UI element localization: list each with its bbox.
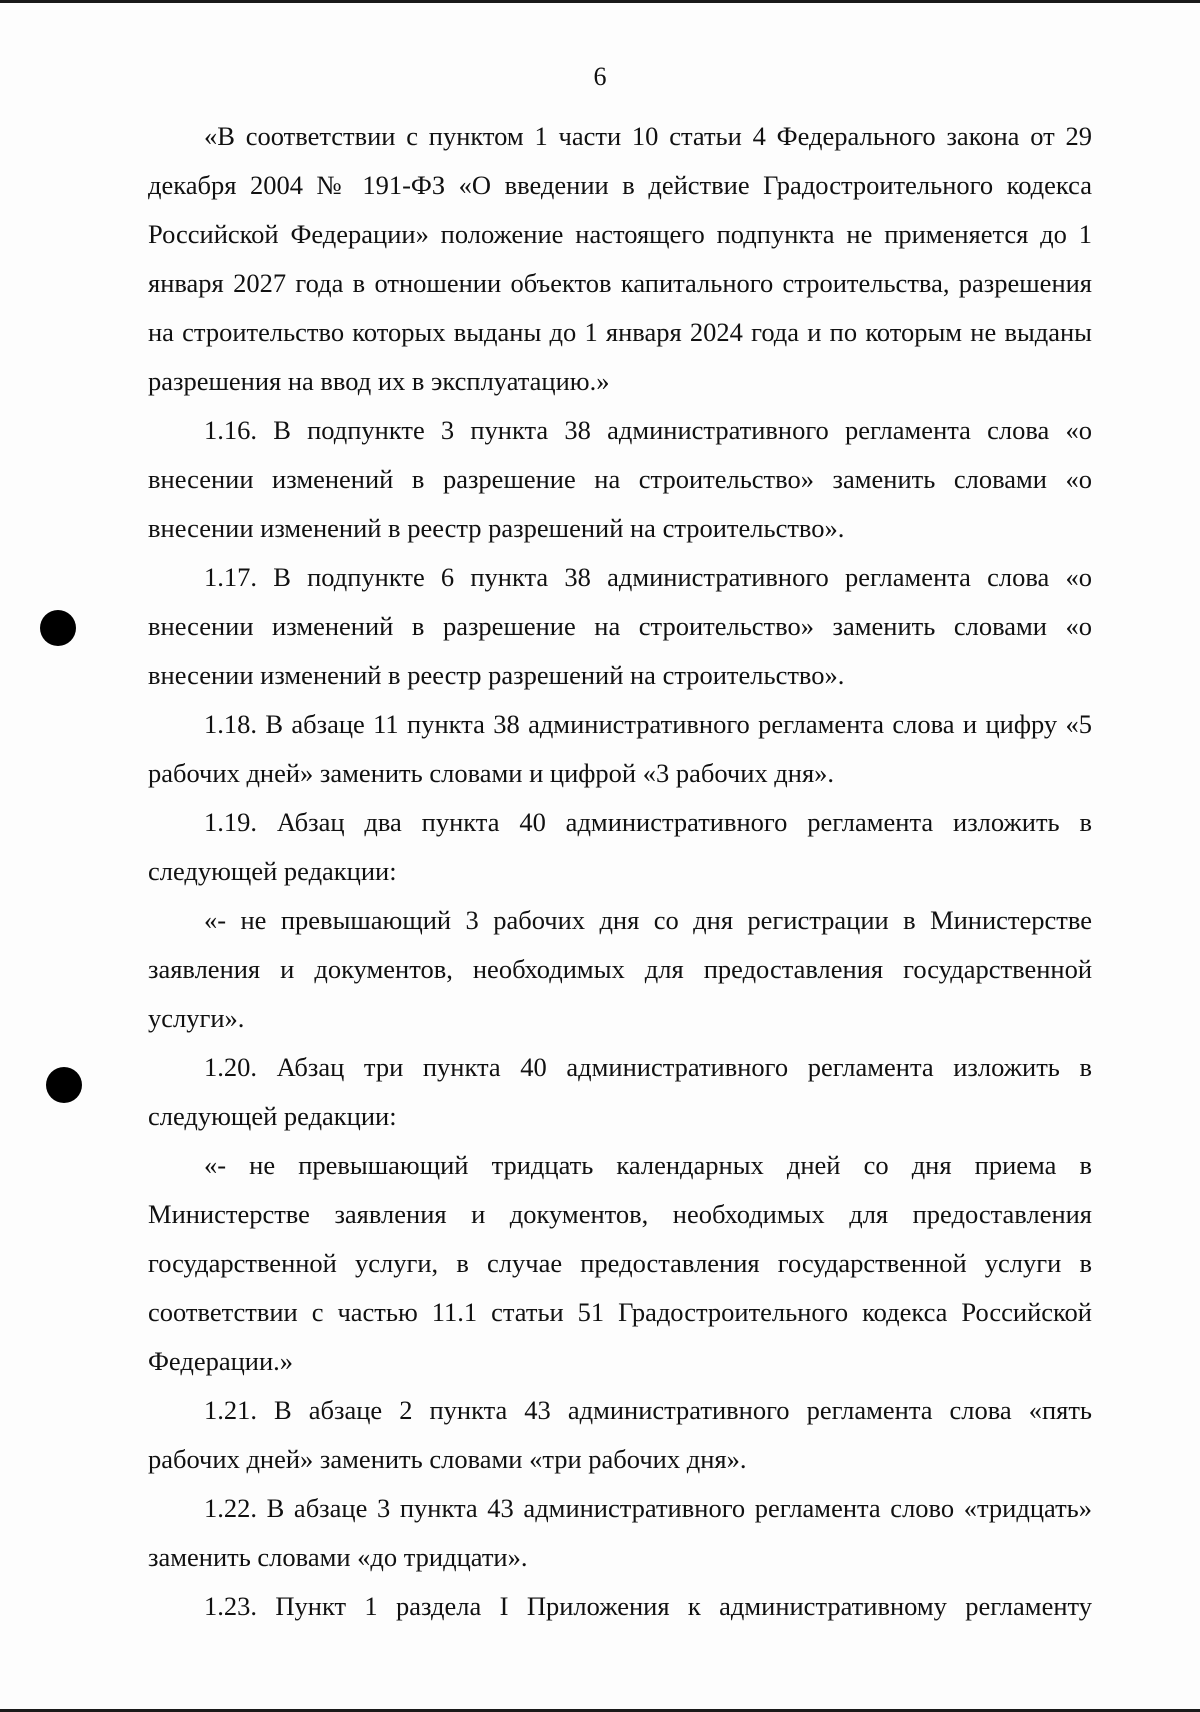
scan-edge-top (0, 0, 1200, 3)
paragraph: 1.22. В абзаце 3 пункта 43 административного регламента слово «тридцать» заменить словами «до тридцати». (148, 1493, 1092, 1572)
punch-hole (46, 1067, 82, 1103)
document-body (148, 112, 1092, 1631)
paragraph: 1.17. В подпункте 6 пункта 38 административного регламента слова «о внесении изменений в разрешение на строительство» заменить словами «о внесении изменений в реестр разрешений на строительство». (148, 562, 1092, 690)
paragraph: 1.20. Абзац три пункта 40 административного регламента изложить в следующей редакции: (148, 1052, 1092, 1131)
paragraph: 1.18. В абзаце 11 пункта 38 административного регламента слова и цифру «5 рабочих дней» заменить словами и цифрой «3 рабочих дня». (148, 709, 1092, 788)
page-number: 6 (593, 62, 607, 91)
paragraph: 1.16. В подпункте 3 пункта 38 административного регламента слова «о внесении изменений в разрешение на строительство» заменить словами «о внесении изменений в реестр разрешений на строительство». (148, 415, 1092, 543)
paragraph: 1.19. Абзац два пункта 40 административного регламента изложить в следующей редакции: (148, 807, 1092, 886)
paragraph: «В соответствии с пунктом 1 части 10 статьи 4 Федерального закона от 29 декабря 2004 № 191-ФЗ «О введении в действие Градостроительного кодекса Российской Федерации» положение настоящего подпункта не применяется до 1 января 2027 года в отношении объектов капитального строительства, разрешения на строительство которых выданы до 1 января 2024 года и по которым не выданы разрешения на ввод их в эксплуатацию.» (148, 121, 1092, 396)
paragraph: «- не превышающий 3 рабочих дня со дня регистрации в Министерстве заявления и документов, необходимых для предоставления государственной услуги». (148, 905, 1092, 1033)
paragraph: 1.21. В абзаце 2 пункта 43 административного регламента слова «пять рабочих дней» заменить словами «три рабочих дня». (148, 1395, 1092, 1474)
paragraph: «- не превышающий тридцать календарных дней со дня приема в Министерстве заявления и документов, необходимых для предоставления государственной услуги, в случае предоставления государственной услуги в соответствии с частью 11.1 статьи 51 Градостроительного кодекса Российской Федерации.» (148, 1150, 1092, 1376)
punch-hole (40, 610, 76, 646)
paragraph: 1.23. Пункт 1 раздела I Приложения к административному регламенту (204, 1591, 1092, 1621)
